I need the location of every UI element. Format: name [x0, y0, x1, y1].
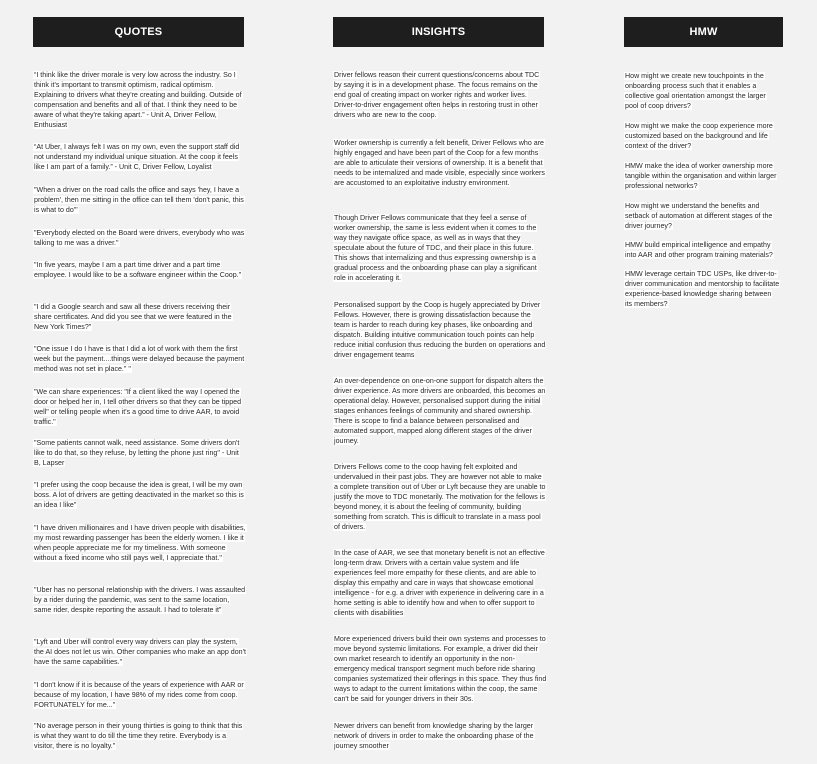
quote-text: "Lyft and Uber will control every way drivers can play the system, the AI does not let us win. Other companies who make an app don't have the same capabilities." [34, 638, 246, 666]
insight-text: Driver fellows reason their current questions/concerns about TDC by saying it is in a development phase. The focus remains on the end goal of creating impact on worker rights and worker lives. Driver-to-driver engagement often helps in restoring trust in other drivers who are new to the coop. [334, 71, 540, 119]
quote-text: "Everybody elected on the Board were drivers, everybody who was talking to me was a driver." [34, 229, 245, 247]
quote-text: “At Uber, I always felt I was on my own, even the support staff did not understand my individual unique situation. At the coop it feels like I am part of a family.” - Unit C, Driver Fellow, Loyalist [34, 143, 240, 171]
quote-text: "I did a Google search and saw all these drivers receiving their share certificates. And did you see that we were featured in the New York Times?" [34, 303, 232, 331]
hmw-column-header: HMW [624, 17, 783, 47]
quote-card[interactable] [33, 70, 247, 130]
quote-card[interactable] [33, 387, 247, 427]
insight-card[interactable] [333, 70, 547, 120]
hmw-card[interactable] [624, 240, 780, 260]
insight-card[interactable] [333, 376, 547, 446]
quote-card[interactable] [33, 344, 247, 374]
hmw-text: HMW build empirical intelligence and empathy into AAR and other program training materials? [625, 241, 773, 259]
insights-column-header: INSIGHTS [333, 17, 544, 47]
hmw-card[interactable] [624, 161, 780, 191]
quote-card[interactable] [33, 185, 247, 215]
quote-card[interactable] [33, 302, 247, 332]
quote-card[interactable] [33, 480, 247, 510]
quote-card[interactable] [33, 523, 247, 563]
quote-text: "We can share experiences: "If a client liked the way I opened the door or helped her in, I tell other drivers so that they can be tipped well" or telling people when it's a good time to drive AAR, to avoid traffic." [34, 388, 242, 426]
hmw-text: HMW leverage certain TDC USPs, like driver-to-driver communication and mentorship to facilitate experience-based knowledge sharing between its members? [625, 270, 780, 308]
insight-text: Personalised support by the Coop is hugely appreciated by Driver Fellows. However, there is growing dissatisfaction because the team is harder to reach during key phases, like onboarding and dispatch. Building intuitive communication touch points can help reduce initial confusion thus reducing the burden on operations and driver engagement teams [334, 301, 546, 359]
insight-card[interactable] [333, 300, 547, 360]
quote-text: “I think like the driver morale is very low across the industry. So I think it's important to transmit optimism, radical optimism. Explaining to drivers what they're creating and building. Outside of compensation and benefits and all of that. I think they need to be aware of what they're taking apart.” - Unit A, Driver Fellow, Enthusiast [34, 71, 242, 129]
quote-text: "Some patients cannot walk, need assistance. Some drivers don't like to do that, so they refuse, by letting the phone just ring" - Unit B, Lapser [34, 439, 240, 467]
insight-text: Worker ownership is currently a felt benefit, Driver Fellows who are highly engaged and have been part of the Coop for a few months are able to articulate their versions of ownership. It is a benefit that needs to be internalized and made visible, especially since workers are accustomed to an exploitative industry environment. [334, 139, 545, 187]
insight-card[interactable] [333, 634, 547, 704]
insight-card[interactable] [333, 721, 547, 751]
insight-card[interactable] [333, 462, 547, 532]
quote-text: "I don't know if it is because of the years of experience with AAR or because of my location, I have 98% of my rides come from coop. FORTUNATELY for me..." [34, 681, 244, 709]
hmw-text: How might we make the coop experience more customized based on the background and life context of the driver? [625, 122, 773, 150]
quote-card[interactable] [33, 142, 247, 172]
hmw-card[interactable] [624, 121, 780, 151]
quote-card[interactable] [33, 585, 247, 615]
insight-text: In the case of AAR, we see that monetary benefit is not an effective long-term draw. Drivers with a certain value system and life experiences feel more empathy for these clients, and are able to display this empathy and care in ways that showcase emotional intelligence - for e.g. a driver with experience in delivering care in a home setting is able to identify how and when to offer support to clients with disabilities [334, 549, 545, 617]
quote-card[interactable] [33, 721, 247, 751]
quote-text: "One issue I do I have is that I did a lot of work with them the first week but the payment....things were delayed because the payment method was not set in place." " [34, 345, 245, 373]
insight-text: More experienced drivers build their own systems and processes to move beyond systemic limitations. For example, a driver did their own market research to identify an opportunity in the non-emergency medical transport segment much before ride sharing companies systematized their offerings in this space. They thus find ways to adapt to the current limitations within the coop, the same can't be said for younger drivers in their 30s. [334, 635, 547, 703]
quote-text: "In five years, maybe I am a part time driver and a part time employee. I would like to be a software engineer within the Coop." [34, 261, 242, 279]
quote-card[interactable] [33, 438, 247, 468]
quote-text: "Uber has no personal relationship with the drivers. I was assaulted by a rider during the pandemic, was sent to the same location, same rider, despite reporting the assault. I had to tolerate it" [34, 586, 246, 614]
quote-card[interactable] [33, 260, 247, 280]
insight-card[interactable] [333, 213, 547, 283]
quote-text: "No average person in their young thirties is going to think that this is what they want to do till the time they retire. Everybody is a visitor, there is no loyalty." [34, 722, 243, 750]
quotes-column-header: QUOTES [33, 17, 244, 47]
insight-text: Though Driver Fellows communicate that they feel a sense of worker ownership, the same is less evident when it comes to the way they navigate office space, as well as in ways that they speculate about the future of TDC, and their place in this future. This shows that internalizing and thus expressing ownership is a gradual process and the onboarding phase can play a significant role in accelerating it. [334, 214, 537, 282]
quote-text: "When a driver on the road calls the office and says 'hey, I have a problem', then me sitting in the office can tell them 'don't panic, this is what to do'" [34, 186, 244, 214]
insight-card[interactable] [333, 548, 547, 618]
hmw-card[interactable] [624, 269, 780, 309]
insight-text: Drivers Fellows come to the coop having felt exploited and undervalued in their past jobs. They are however not able to make a complete transition out of Uber or Lyft because they are unable to justify the move to TDC monetarily. The motivation for the fellows is beyond money, it is about the feeling of community, building something from scratch. This is difficult to translate in a mass pool of drivers. [334, 463, 546, 531]
hmw-card[interactable] [624, 71, 780, 111]
quote-card[interactable] [33, 228, 247, 248]
quote-card[interactable] [33, 637, 247, 667]
quote-text: "I have driven millionaires and I have driven people with disabilities, my most rewarding passenger has been the elderly women. I like it when people appreciate me for my timeliness. With someone without a fixed income who still pays well, I appreciate that." [34, 524, 246, 562]
hmw-text: How might we create new touchpoints in the onboarding process such that it enables a collective goal orientation amongst the larger pool of coop drivers? [625, 72, 766, 110]
insight-card[interactable] [333, 138, 547, 188]
quote-text: "I prefer using the coop because the idea is great, I will be my own boss. A lot of drivers are getting deactivated in the market so this is an idea I like" [34, 481, 244, 509]
hmw-text: HMW make the idea of worker ownership more tangible within the organisation and within larger professional networks? [625, 162, 777, 190]
quote-card[interactable] [33, 680, 247, 710]
hmw-text: How might we understand the benefits and setback of automation at different stages of the driver journey? [625, 202, 773, 230]
hmw-card[interactable] [624, 201, 780, 231]
insight-text: Newer drivers can benefit from knowledge sharing by the larger network of drivers in order to make the onboarding phase of the journey smoother [334, 722, 534, 750]
insight-text: An over-dependence on one-on-one support for dispatch alters the driver experience. As more drivers are onboarded, this becomes an operational delay. However, personalised support during the initial stages enhances feelings of community and shared ownership. There is scope to find a balance between personalised and automated support, mapped along different stages of the driver journey. [334, 377, 546, 445]
